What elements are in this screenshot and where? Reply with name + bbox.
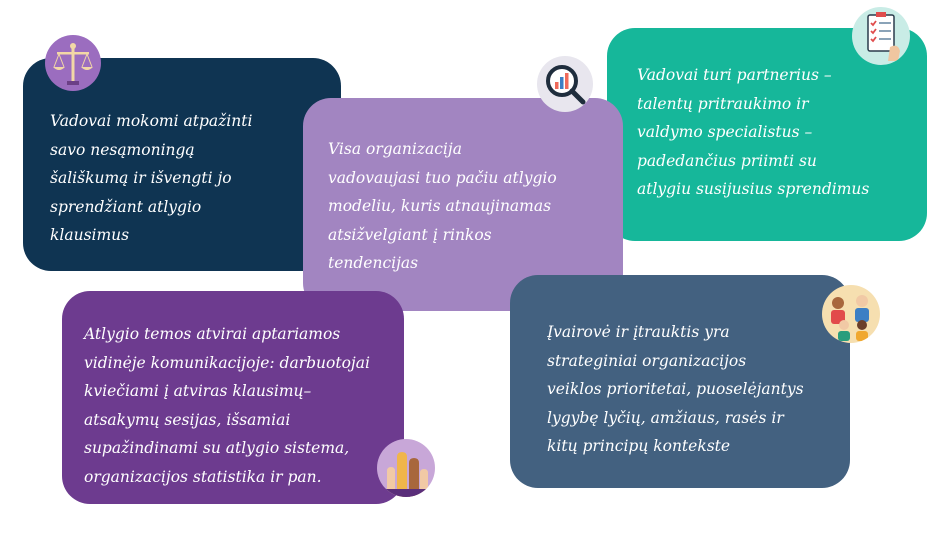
text-line: organizacijos statistika ir pan. bbox=[84, 467, 322, 486]
text-line: modeliu, kuris atnaujinamas bbox=[328, 197, 552, 215]
text-line: atlygiu susijusius sprendimus bbox=[637, 180, 870, 198]
card-open-communication bbox=[62, 291, 404, 504]
text-line: Atlygio temos atvirai aptariamos bbox=[84, 325, 341, 343]
text-line: supažindinami su atlygio sistema, bbox=[84, 439, 350, 457]
text-line: vadovaujasi tuo pačiu atlygio bbox=[328, 168, 557, 187]
text-line: lygybę lyčių, amžiaus, rasės ir bbox=[547, 408, 784, 427]
text-line: klausimus bbox=[50, 226, 130, 244]
text-line: sprendžiant atlygio bbox=[50, 197, 202, 216]
text-line: vidinėje komunikacijoje: darbuotojai bbox=[84, 353, 370, 372]
card-bias-training-text bbox=[50, 107, 252, 250]
card-reward-model-text bbox=[328, 135, 557, 278]
text-line: talentų pritraukimo ir bbox=[637, 94, 809, 113]
text-line: Vadovai turi partnerius – bbox=[637, 66, 832, 84]
scales-of-justice-icon bbox=[45, 35, 101, 91]
text-line: strateginiai organizacijos bbox=[547, 351, 747, 370]
text-line: atsakymų sesijas, išsamiai bbox=[84, 410, 291, 429]
card-diversity-inclusion bbox=[510, 275, 850, 488]
raised-hands-icon bbox=[377, 439, 435, 497]
text-line: kitų principų kontekste bbox=[547, 437, 731, 455]
card-talent-partners-text bbox=[637, 61, 869, 204]
text-line: šališkumą ir išvengti jo bbox=[50, 169, 232, 187]
text-line: Įvairovė ir įtrauktis yra bbox=[547, 323, 730, 341]
text-line: kviečiami į atviras klausimų– bbox=[84, 382, 312, 400]
text-line: Vadovai mokomi atpažinti bbox=[50, 112, 253, 130]
text-line: tendencijas bbox=[328, 254, 419, 272]
diverse-people-icon bbox=[822, 285, 880, 343]
text-line: valdymo specialistus – bbox=[637, 123, 813, 141]
checklist-clipboard-icon bbox=[852, 7, 910, 65]
card-diversity-inclusion-text bbox=[547, 318, 804, 461]
text-line: padedančius priimti su bbox=[637, 151, 817, 170]
magnifier-chart-icon bbox=[537, 56, 593, 112]
text-line: Visa organizacija bbox=[328, 140, 462, 158]
card-open-communication-text bbox=[84, 320, 370, 491]
text-line: savo nesąmoningą bbox=[50, 140, 195, 159]
text-line: veiklos prioritetai, puoselėjantys bbox=[547, 380, 804, 398]
text-line: atsižvelgiant į rinkos bbox=[328, 225, 492, 244]
